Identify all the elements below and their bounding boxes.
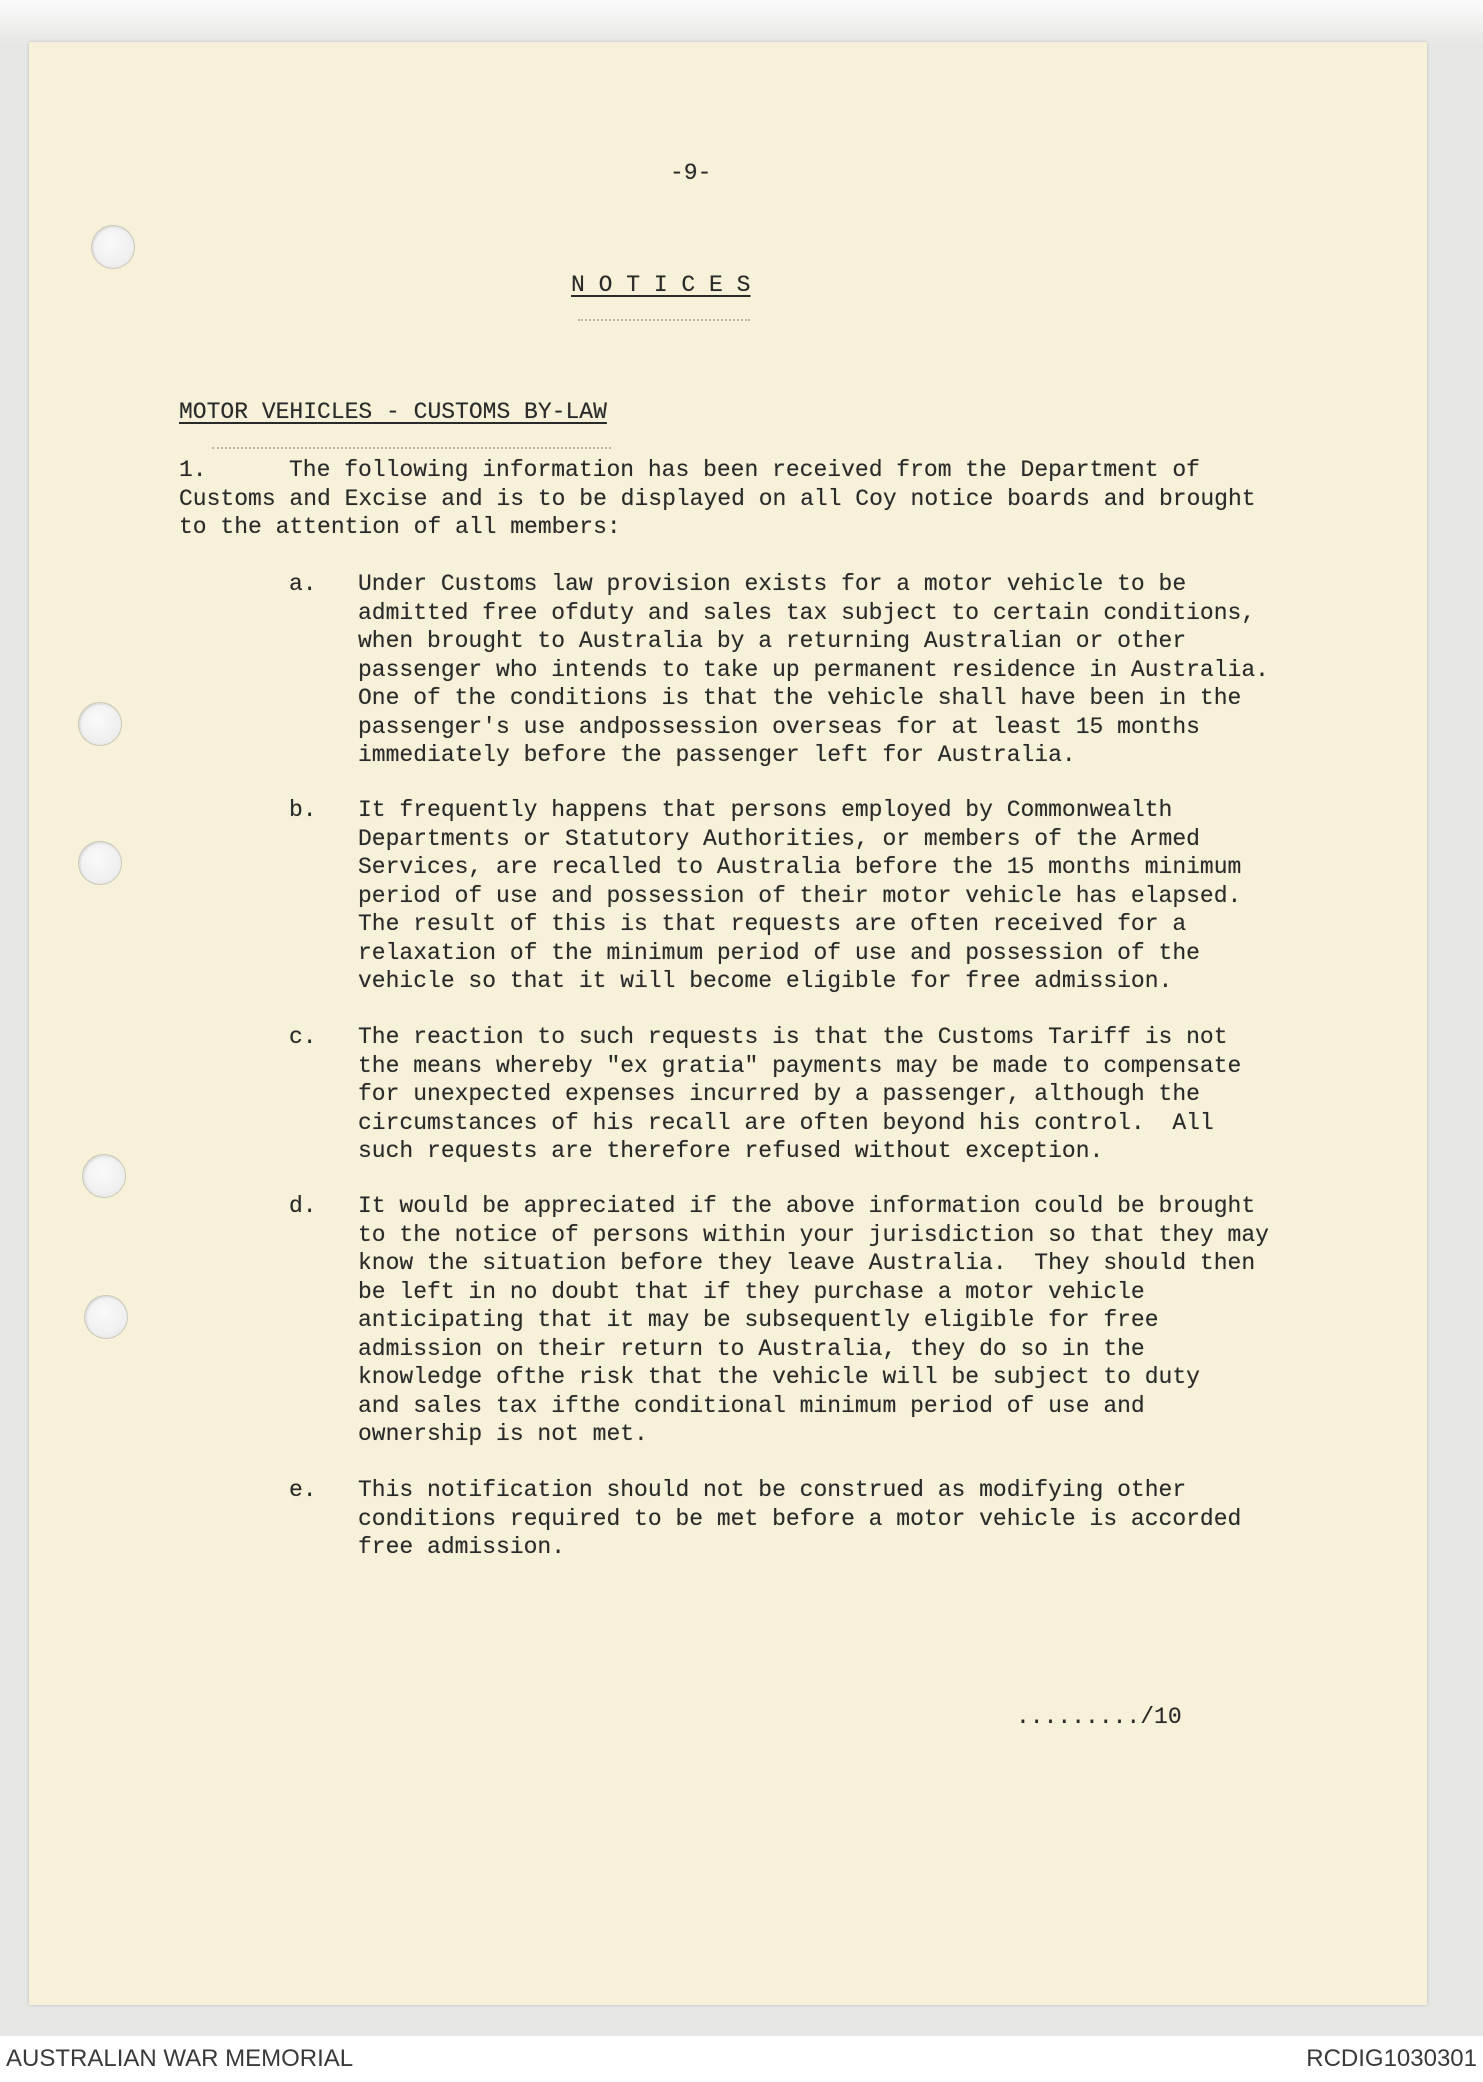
punch-hole [83,1155,125,1197]
continued-on-page-marker: ........./10 [1016,1704,1182,1730]
section-heading: MOTOR VEHICLES - CUSTOMS BY-LAW [179,399,607,425]
text-line: One of the conditions is that the vehicle shall have been in the [358,685,1242,711]
text-line: ownership is not met. [358,1421,648,1447]
page-title: N O T I C E S [571,272,751,298]
text-line: The reaction to such requests is that the Customs Tariff is not [358,1024,1228,1050]
archive-name: AUSTRALIAN WAR MEMORIAL [6,2045,354,2072]
archive-footer [0,2036,1483,2082]
text-line: circumstances of his recall are often beyond his control. All [358,1109,1214,1136]
page-number: -9- [670,160,712,186]
item-label: b. [289,797,317,823]
scan-top-margin [0,0,1483,44]
text-line: relaxation of the minimum period of use and possession of the [358,939,1200,966]
text-line: passenger's use andpossession overseas for at least 15 months [358,713,1200,740]
text-line: It frequently happens that persons employed by Commonwealth [358,797,1173,823]
text-line [179,456,1256,485]
text-line: period of use and possession of their motor vehicle has elapsed. [358,882,1242,909]
item-text [358,1476,1241,1562]
text-line: vehicle so that it will become eligible for free admission. [358,968,1173,994]
text-line: The result of this is that requests are often received for a [358,911,1187,937]
punch-hole [79,842,121,884]
text-line: for unexpected expenses incurred by a passenger, although the [358,1081,1200,1107]
paragraph-1 [179,456,1256,542]
text-line: Departments or Statutory Authorities, or members of the Armed [358,825,1200,852]
document-page [29,42,1427,2005]
text-line: Under Customs law provision exists for a motor vehicle to be [358,571,1187,597]
item-text [358,1023,1241,1166]
text-line: admitted free ofduty and sales tax subject to certain conditions, [358,599,1256,626]
text-line: to the attention of all members: [179,514,621,540]
text-line: Services, are recalled to Australia before the 15 months minimum [358,854,1242,880]
text-line: anticipating that it may be subsequently eligible for free [358,1307,1159,1333]
text-line-content: The following information has been received from the Department of [289,457,1200,483]
item-text [358,570,1269,770]
text-line: immediately before the passenger left for Australia. [358,742,1076,768]
text-line: such requests are therefore refused without exception. [358,1138,1104,1164]
text-line: conditions required to be met before a motor vehicle is accorded [358,1505,1242,1532]
text-line: the means whereby "ex gratia" payments may be made to compensate [358,1052,1242,1079]
item-label: e. [289,1477,317,1503]
text-line: to the notice of persons within your jurisdiction so that they may [358,1221,1269,1248]
text-line: It would be appreciated if the above information could be brought [358,1193,1256,1219]
item-label: c. [289,1024,317,1050]
text-line: know the situation before they leave Australia. They should then [358,1250,1256,1276]
item-text [358,796,1241,996]
text-line: Customs and Excise and is to be displayed on all Coy notice boards and brought [179,485,1256,512]
punch-hole [92,226,134,268]
text-line: when brought to Australia by a returning Australian or other [358,628,1187,654]
text-line: admission on their return to Australia, they do so in the [358,1335,1145,1362]
archive-record-id: RCDIG1030301 [1306,2045,1477,2072]
paragraph-number: 1. [179,457,207,483]
item-label: d. [289,1193,317,1219]
text-line: passenger who intends to take up permanent residence in Australia. [358,656,1269,683]
text-line: This notification should not be construed as modifying other [358,1477,1187,1503]
punch-hole [85,1296,127,1338]
punch-hole [79,703,121,745]
item-text [358,1192,1269,1449]
text-line: free admission. [358,1534,566,1560]
text-line: knowledge ofthe risk that the vehicle will be subject to duty [358,1364,1200,1390]
heading-dotted-rule [212,447,611,449]
text-line: and sales tax ifthe conditional minimum period of use and [358,1392,1145,1419]
text-line: be left in no doubt that if they purchase a motor vehicle [358,1278,1145,1305]
item-label: a. [289,571,317,597]
title-dotted-rule [578,319,750,321]
